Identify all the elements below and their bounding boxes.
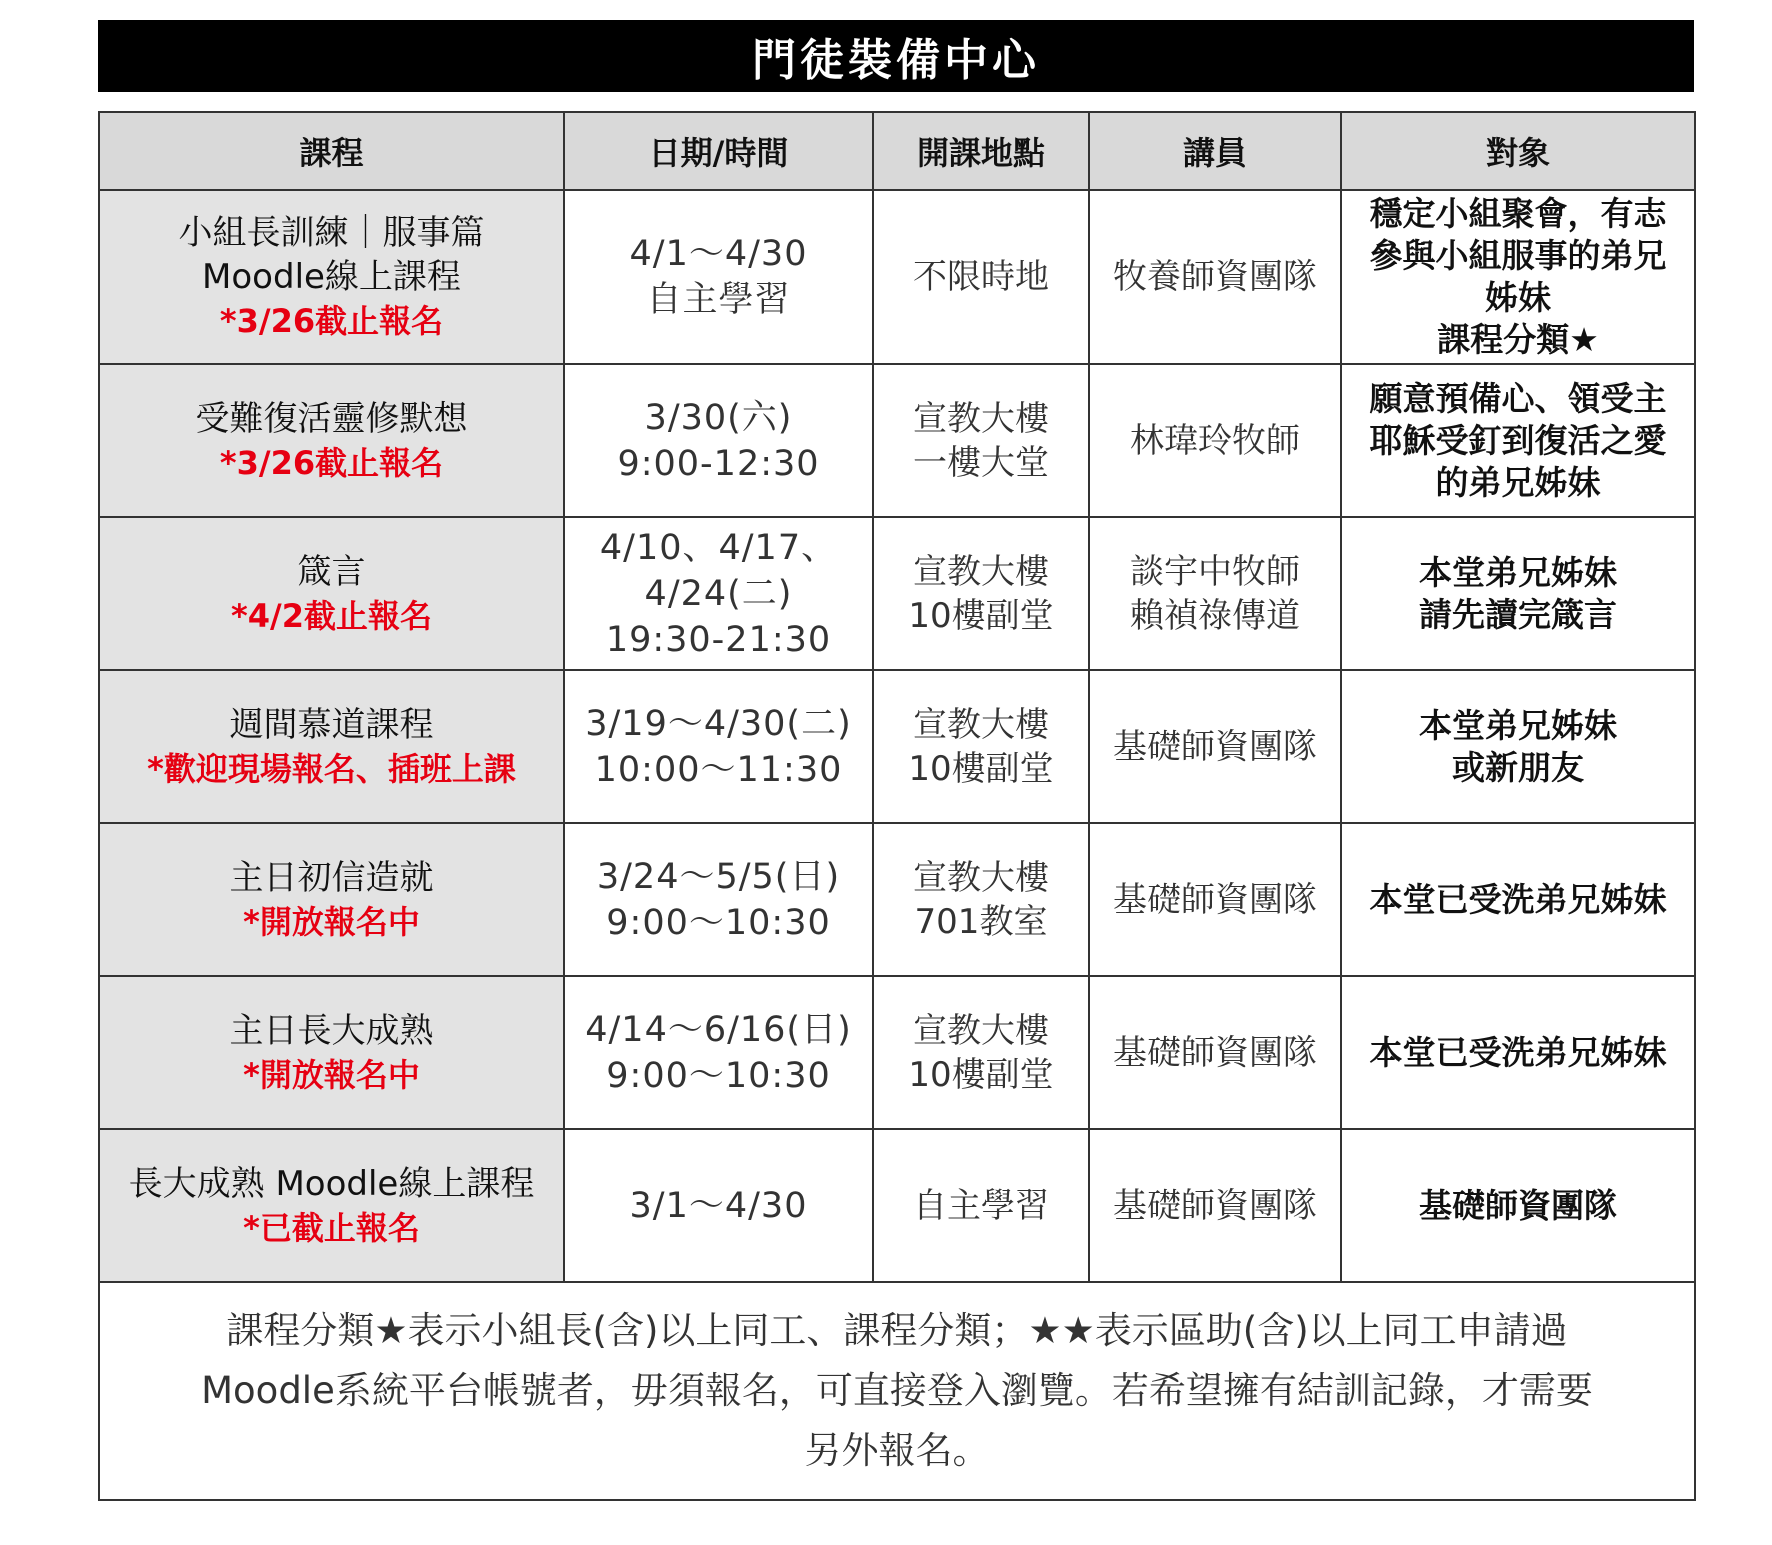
datetime-cell	[564, 190, 873, 364]
location-line: 自主學習	[913, 1185, 1049, 1226]
header-course: 課程	[99, 112, 564, 190]
date-line: 3/30(六)	[644, 397, 793, 438]
audience-line: 姊妹	[1485, 278, 1551, 317]
location-cell	[873, 670, 1089, 823]
audience-line: 的弟兄姊妹	[1435, 462, 1601, 502]
table-row	[99, 823, 1695, 976]
location-line: 宣教大樓	[913, 857, 1049, 898]
instructor-line: 基礎師資團隊	[1113, 726, 1317, 767]
course-name: 箴言	[297, 551, 366, 592]
registration-note: *開放報名中	[243, 902, 420, 941]
audience-line: 本堂已受洗弟兄姊妹	[1369, 1032, 1667, 1072]
audience-cell	[1341, 976, 1695, 1129]
registration-note: *3/26截止報名	[219, 302, 444, 340]
table-row	[99, 364, 1695, 517]
audience-cell	[1341, 517, 1695, 670]
course-name: 小組長訓練｜服事篇	[178, 213, 485, 253]
course-cell	[99, 823, 564, 976]
date-line: 10:00～11:30	[594, 749, 843, 790]
audience-line: 基礎師資團隊	[1419, 1185, 1617, 1225]
audience-line: 或新朋友	[1452, 747, 1584, 787]
instructor-cell	[1089, 517, 1341, 670]
audience-line: 課程分類★	[1437, 320, 1599, 359]
date-line: 自主學習	[646, 280, 791, 320]
registration-note: *歡迎現場報名、插班上課	[147, 749, 516, 788]
instructor-line: 基礎師資團隊	[1113, 1032, 1317, 1073]
date-line: 4/14～6/16(日)	[585, 1009, 852, 1050]
datetime-cell	[564, 517, 873, 670]
audience-cell	[1341, 670, 1695, 823]
instructor-cell	[1089, 823, 1341, 976]
instructor-cell	[1089, 1129, 1341, 1282]
instructor-line: 林瑋玲牧師	[1130, 420, 1300, 461]
header-datetime: 日期/時間	[564, 112, 873, 190]
audience-cell	[1341, 190, 1695, 364]
location-cell	[873, 364, 1089, 517]
audience-line: 參與小組服事的弟兄	[1369, 236, 1667, 275]
date-line: 19:30-21:30	[605, 619, 832, 660]
location-cell	[873, 823, 1089, 976]
course-cell	[99, 976, 564, 1129]
audience-cell	[1341, 1129, 1695, 1282]
location-line: 10樓副堂	[908, 748, 1054, 789]
location-line: 10樓副堂	[908, 595, 1054, 636]
instructor-cell	[1089, 364, 1341, 517]
date-line: 4/10、4/17、	[599, 527, 838, 568]
footer-line: 另外報名。	[804, 1429, 990, 1472]
location-cell	[873, 1129, 1089, 1282]
course-cell	[99, 1129, 564, 1282]
audience-cell	[1341, 364, 1695, 517]
audience-line: 穩定小組聚會，有志	[1369, 194, 1667, 233]
instructor-cell	[1089, 190, 1341, 364]
date-line: 3/19～4/30(二)	[585, 703, 852, 744]
audience-cell	[1341, 823, 1695, 976]
course-name: 受難復活靈修默想	[195, 398, 468, 439]
date-line: 4/24(二)	[644, 573, 793, 614]
audience-line: 本堂弟兄姊妹	[1419, 705, 1617, 745]
course-name: 長大成熟 Moodle線上課程	[128, 1163, 535, 1204]
location-line: 701教室	[914, 901, 1048, 942]
footer-note	[99, 1282, 1695, 1500]
table-row	[99, 670, 1695, 823]
date-line: 9:00～10:30	[606, 902, 831, 943]
instructor-cell	[1089, 670, 1341, 823]
footer-line: 課程分類★表示小組長(含)以上同工、課程分類；★★表示區助(含)以上同工申請過	[226, 1309, 1568, 1352]
instructor-cell	[1089, 976, 1341, 1129]
table-header-row	[99, 112, 1695, 190]
registration-note: *已截止報名	[243, 1208, 420, 1247]
location-line: 10樓副堂	[908, 1054, 1054, 1095]
course-cell	[99, 517, 564, 670]
course-name: Moodle線上課程	[202, 257, 461, 297]
table-row	[99, 1129, 1695, 1282]
registration-note: *開放報名中	[243, 1055, 420, 1094]
course-name: 週間慕道課程	[229, 704, 434, 745]
audience-line: 耶穌受釘到復活之愛	[1369, 420, 1667, 460]
location-line: 宣教大樓	[913, 398, 1049, 439]
instructor-line: 談宇中牧師	[1130, 551, 1300, 592]
location-cell	[873, 976, 1089, 1129]
datetime-cell	[564, 823, 873, 976]
location-line: 宣教大樓	[913, 704, 1049, 745]
datetime-cell	[564, 364, 873, 517]
footer-line: Moodle系統平台帳號者，毋須報名，可直接登入瀏覽。若希望擁有結訓記錄，才需要	[201, 1369, 1593, 1412]
header-location: 開課地點	[873, 112, 1089, 190]
date-line: 4/1～4/30	[629, 234, 808, 274]
date-line: 9:00-12:30	[617, 443, 820, 484]
date-line: 9:00～10:30	[606, 1055, 831, 1096]
page-title: 門徒裝備中心	[98, 20, 1694, 92]
instructor-line: 賴禎祿傳道	[1130, 595, 1300, 636]
table-row	[99, 976, 1695, 1129]
datetime-cell	[564, 1129, 873, 1282]
audience-line: 本堂已受洗弟兄姊妹	[1369, 879, 1667, 919]
registration-note: *3/26截止報名	[219, 443, 444, 482]
datetime-cell	[564, 670, 873, 823]
date-line: 3/1～4/30	[629, 1185, 808, 1226]
instructor-line: 基礎師資團隊	[1113, 1185, 1317, 1226]
location-line: 不限時地	[913, 257, 1049, 297]
instructor-line: 基礎師資團隊	[1113, 879, 1317, 920]
audience-line: 願意預備心、領受主	[1369, 378, 1667, 418]
location-line: 宣教大樓	[913, 551, 1049, 592]
course-cell	[99, 670, 564, 823]
location-line: 一樓大堂	[913, 442, 1049, 483]
audience-line: 請先讀完箴言	[1419, 594, 1617, 634]
course-cell	[99, 190, 564, 364]
location-line: 宣教大樓	[913, 1010, 1049, 1051]
registration-note: *4/2截止報名	[231, 596, 432, 635]
table-row	[99, 517, 1695, 670]
course-name: 主日初信造就	[229, 857, 434, 898]
course-cell	[99, 364, 564, 517]
footer-row	[99, 1282, 1695, 1500]
header-audience: 對象	[1341, 112, 1695, 190]
location-cell	[873, 517, 1089, 670]
date-line: 3/24～5/5(日)	[596, 856, 841, 897]
table-row	[99, 190, 1695, 364]
audience-line: 本堂弟兄姊妹	[1419, 552, 1617, 592]
course-schedule-table	[98, 111, 1696, 1501]
datetime-cell	[564, 976, 873, 1129]
location-cell	[873, 190, 1089, 364]
header-instructor: 講員	[1089, 112, 1341, 190]
instructor-line: 牧養師資團隊	[1113, 257, 1317, 297]
course-name: 主日長大成熟	[229, 1010, 434, 1051]
